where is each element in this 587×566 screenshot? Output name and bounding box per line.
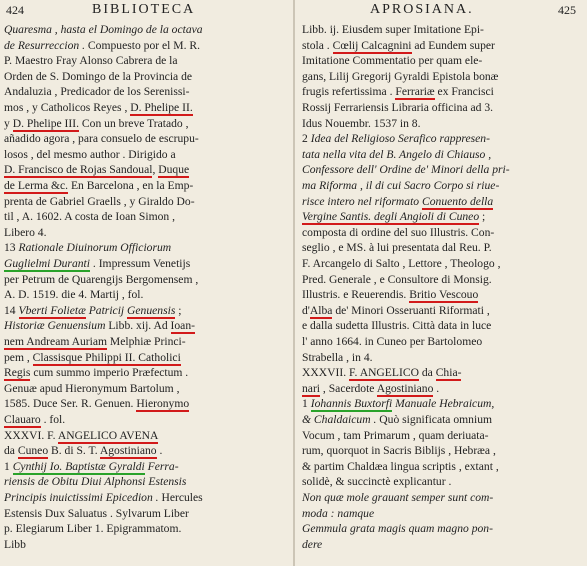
left-page-header [0, 2, 287, 20]
text-line [302, 22, 484, 38]
text-span: riensis de Obitu Diui Alphonsi Estensis [4, 475, 187, 489]
text-line [4, 272, 198, 288]
right-page [298, 0, 587, 566]
text-span: Compuesto por el M. R. [85, 38, 201, 52]
text-line [302, 396, 494, 412]
text-line [302, 116, 421, 132]
text-line [4, 209, 175, 225]
text-span: d' [302, 303, 310, 317]
text-span: ex Francisci [434, 85, 494, 99]
text-line [302, 240, 492, 256]
text-line [302, 474, 451, 490]
underlined-phrase: Ioan- [170, 319, 195, 333]
text-span: P. Maestro Fray Alonso Cabrera de la [4, 54, 178, 68]
text-line [4, 318, 195, 334]
text-line [302, 443, 496, 459]
text-span: seglio , e MS. à lui presentata dal Reu. P. [302, 241, 492, 255]
text-span: de Resurreccion . [4, 38, 86, 52]
right-page-number: 425 [558, 3, 576, 17]
text-line [4, 350, 181, 366]
text-span: Genuæ apud Hieronymum Bartolum , [4, 381, 180, 395]
text-line [302, 350, 373, 366]
text-line [302, 131, 490, 147]
text-span: prenta de Gabriel Graells , y Giraldo Do- [4, 194, 195, 208]
text-span: Melphiæ Princi- [107, 335, 186, 348]
text-span: & partim Chaldæa lingua scriptis , extant , [302, 459, 499, 473]
underlined-phrase: Vberti Folietæ [18, 303, 86, 317]
underlined-phrase: Ferrariæ [395, 85, 435, 99]
text-span: Rossij Ferrariensis Libraria officina ad 3. [302, 101, 494, 114]
text-span: gans, Lilij Gregorij Gyraldi Epistola bonæ [302, 69, 499, 83]
text-line [302, 537, 322, 553]
text-span: tata nella vita del B. Angelo di Chiauso , [302, 147, 492, 161]
text-span: per Petrum de Quarengijs Bergomensem , [4, 272, 199, 286]
underlined-phrase: nari [302, 381, 321, 395]
text-span: Gemmula grata magis quam magno pon- [302, 522, 493, 536]
underlined-phrase: Britio Vescouo [409, 288, 479, 302]
text-line [302, 287, 478, 303]
text-span: da [4, 444, 18, 458]
underlined-phrase: Hieronymo [136, 397, 190, 411]
underlined-phrase: Regis [4, 366, 31, 380]
text-line [302, 178, 499, 194]
text-line [4, 334, 186, 350]
underlined-phrase: Conuento della [422, 194, 494, 208]
text-span: Orden de S. Domingo de la Provincia de [4, 69, 193, 83]
text-line [4, 240, 171, 256]
text-line [302, 194, 493, 210]
text-span: , Sacerdote [320, 381, 377, 395]
text-span: risce intero nel riformato [302, 194, 423, 208]
text-span: 13 [4, 241, 19, 255]
text-line [4, 38, 200, 54]
text-line [4, 225, 47, 241]
underlined-phrase: Guglielmi Duranti [4, 257, 90, 270]
right-page-running-title: APROSIANA. [370, 2, 474, 17]
text-span: ; [479, 210, 486, 224]
underlined-phrase: Cynthij Io. Baptistæ Gyraldi [12, 459, 145, 473]
text-line [4, 537, 26, 553]
text-line [4, 412, 65, 428]
text-span: 1 [302, 397, 311, 411]
text-line [302, 381, 439, 397]
text-line [302, 38, 495, 54]
text-line [302, 334, 482, 350]
text-span: 14 [4, 303, 19, 317]
text-line [302, 209, 485, 225]
text-line [4, 178, 193, 194]
text-span: Idus Nouembr. 1537 in 8. [302, 116, 421, 130]
text-span: y [4, 116, 13, 130]
text-span: da [418, 366, 436, 380]
text-line [4, 506, 189, 522]
text-line [4, 474, 186, 490]
text-span: Illustris. e Reuerendis. [302, 288, 410, 302]
text-line [4, 303, 181, 319]
text-span: rum, quorquot in Sacris Biblijs , Hebræa , [302, 444, 496, 458]
text-line [4, 22, 203, 38]
text-span: til , A. 1602. A costa de Ioan Simon , [4, 210, 176, 224]
text-line [4, 443, 162, 459]
text-line [4, 194, 195, 210]
text-span: de' Minori Osseruanti Riformati , [332, 303, 490, 317]
text-line [302, 521, 493, 537]
text-line [4, 521, 181, 537]
text-span: Libb [4, 537, 26, 551]
text-line [4, 84, 189, 100]
text-span: Con un breve Tratado , [79, 116, 189, 130]
underlined-phrase: Alba [309, 303, 333, 317]
text-span: 1585. Duce Ser. R. Genuen. [4, 397, 137, 411]
underlined-phrase: de Lerma &c. [4, 179, 69, 192]
text-span: . Impressum Venetijs [90, 257, 191, 270]
text-span: B. di S. T. [48, 444, 100, 458]
text-span: Historiæ Genuensium [4, 319, 106, 333]
page-gutter [293, 0, 295, 566]
underlined-phrase: Vergine Santis. degli Angioli di Cuneo [302, 210, 480, 224]
underlined-phrase: D. Francisco de Rojas Sandoual [4, 163, 153, 177]
underlined-phrase: Iohannis Buxtorfi [310, 397, 393, 411]
text-span: Confessore dell' Ordine de' Minori della pri- [302, 163, 510, 177]
text-line [302, 303, 490, 319]
text-line [302, 318, 491, 334]
text-span: Imitatione Commentatio per quam ele- [302, 54, 483, 68]
underlined-phrase: Classisque Philippi II. Catholici [32, 350, 181, 364]
text-line [302, 53, 482, 69]
text-span: Quaresma , hasta el Domingo de la octava [4, 23, 203, 36]
text-span: losos , del mesmo author . Dirigido a [4, 147, 176, 161]
text-span: Idea del Religioso Serafico rappresen- [310, 132, 490, 146]
text-line [302, 162, 510, 178]
text-span: . [433, 381, 440, 395]
text-line [302, 506, 374, 522]
text-span: En Barcelona , en la Emp- [68, 179, 194, 192]
left-page-running-title: BIBLIOTECA [92, 2, 196, 17]
underlined-phrase: Genuensis [127, 303, 176, 317]
text-span: Libb. xij. Ad [105, 319, 171, 333]
text-line [4, 381, 180, 397]
text-span: dere [302, 537, 323, 551]
underlined-phrase: Duque [158, 163, 190, 177]
text-span: Principis inuictissimi Epicedion . [4, 491, 159, 504]
left-page-number: 424 [6, 3, 24, 17]
text-line [302, 428, 489, 444]
text-span: Vocum , tam Primarum , quam deriuata- [302, 428, 489, 442]
text-span: p. Elegiarum Liber 1. Epigrammatom. [4, 522, 182, 536]
text-line [302, 100, 493, 116]
text-span: e dalla sudetta Illustris. Città data in luce [302, 319, 492, 333]
left-page [0, 0, 287, 566]
text-span: F. Arcangelo di Salto , Lettore , Theologo , [302, 257, 501, 270]
text-line [302, 272, 492, 288]
text-span: mos , y Catholicos Reyes , [4, 101, 131, 114]
text-line [4, 490, 203, 506]
underlined-phrase: nem Andream Auriam [4, 335, 108, 348]
text-span: Strabella , in 4. [302, 350, 373, 364]
text-line [302, 147, 491, 163]
text-span: l' anno 1664. in Cuneo per Bartolomeo [302, 335, 483, 348]
text-span: Hercules [158, 491, 203, 504]
underlined-phrase: F. ANGELICO [349, 366, 419, 380]
text-line [302, 225, 494, 241]
underlined-phrase: Clauaro [4, 413, 41, 426]
right-page-header [298, 2, 587, 20]
text-span: 1 [4, 459, 13, 473]
text-span: ; [175, 303, 182, 317]
text-span: Estensis Dux Saluatus . Sylvarum Liber [4, 506, 189, 520]
text-span: ad Eundem super [411, 38, 495, 52]
text-span: Manuale Hebraicum, [392, 397, 495, 411]
text-span: Rationale Diuinorum Officiorum [18, 241, 172, 255]
text-span: , [152, 163, 159, 177]
text-line [4, 53, 178, 69]
text-span: pem , [4, 350, 33, 364]
text-span: XXXVII. [302, 366, 350, 380]
text-line [302, 69, 498, 85]
text-line [4, 428, 158, 444]
underlined-phrase: ANGELICO AVENA [57, 428, 159, 442]
text-span: . [156, 444, 163, 458]
text-line [302, 84, 494, 100]
text-line [4, 256, 190, 272]
underlined-phrase: Agostiniano [376, 381, 434, 395]
underlined-phrase: Cuneo [17, 444, 49, 458]
text-span: Andaluzia , Predicador de los Serenissi- [4, 85, 190, 99]
text-line [4, 459, 179, 475]
underlined-phrase: Chia- [435, 366, 462, 380]
underlined-phrase: D. Phelipe II. [130, 101, 193, 114]
text-span: Libero 4. [4, 225, 47, 239]
text-span: XXXVI. F. [4, 428, 58, 442]
underlined-phrase: Cœlij Calcagnini [332, 38, 412, 52]
text-span: cum summo imperio Præfectum . [30, 366, 189, 380]
text-line [4, 131, 199, 147]
text-span: & Chaldaicum . [302, 413, 377, 426]
text-span: Ferra- [144, 459, 179, 473]
text-line [302, 412, 492, 428]
text-line [4, 287, 143, 303]
text-line [302, 256, 501, 272]
text-line [4, 396, 189, 412]
text-line [4, 100, 193, 116]
text-span: moda : namque [302, 506, 375, 520]
underlined-phrase: D. Phelipe III. [12, 116, 80, 130]
text-span: Libb. ij. Eiusdem super Imitatione Epi- [302, 23, 484, 36]
text-span: Non quæ mole grauant semper sunt com- [302, 491, 494, 504]
text-line [4, 116, 189, 132]
underlined-phrase: Agostiniano [99, 444, 157, 458]
text-line [4, 147, 176, 163]
text-span: frugis refertissima . [302, 85, 396, 99]
text-line [4, 69, 192, 85]
text-span: ma Riforma , il di cui Sacro Corpo si riue- [302, 179, 500, 192]
text-line [4, 162, 189, 178]
text-line [4, 365, 188, 381]
text-span: . fol. [40, 413, 66, 426]
text-line [302, 365, 461, 381]
text-span: Quò significata omnium [376, 413, 493, 426]
text-span: añadido agora , para consuelo de escrupu- [4, 132, 199, 146]
text-line [302, 459, 499, 475]
text-span: 2 [302, 132, 311, 146]
text-span: Patricij [85, 303, 128, 317]
text-span: stola . [302, 38, 333, 52]
text-span: Pred. Generale , e Consultore di Monsig. [302, 272, 492, 286]
text-line [302, 490, 493, 506]
text-span: composta di ordine del suo Illustris. Con- [302, 225, 495, 239]
text-span: A. D. 1519. die 4. Martij , fol. [4, 288, 144, 302]
text-span: solidè, & succinctè explicantur . [302, 475, 452, 489]
